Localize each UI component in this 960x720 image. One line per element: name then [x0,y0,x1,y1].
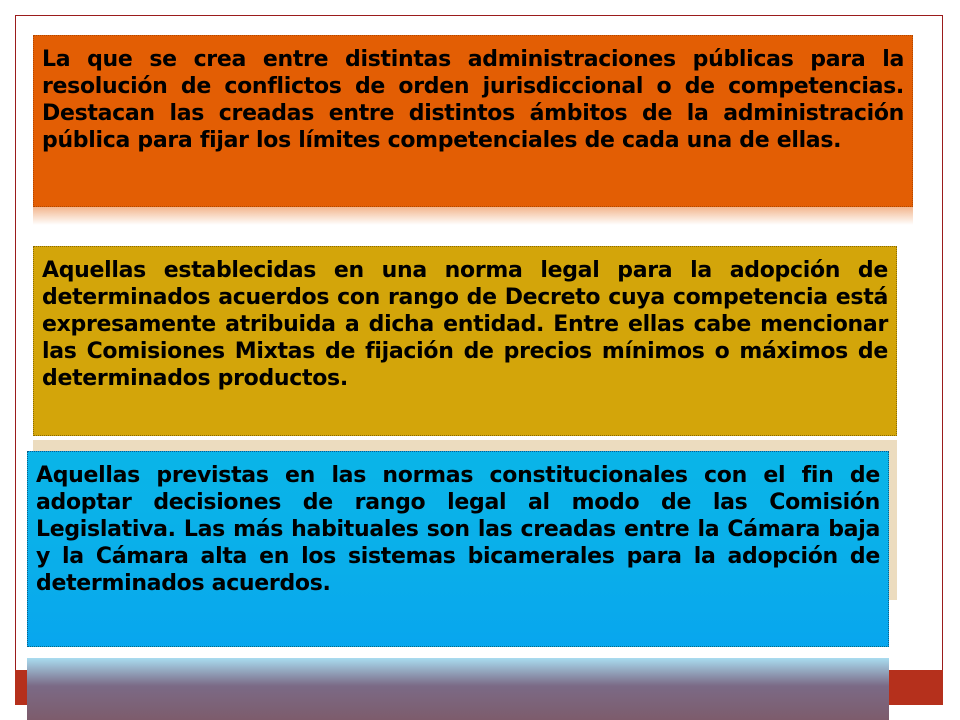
panel-gold [33,246,897,436]
panel-blue [27,451,889,647]
panel-blue-text: Aquellas previstas en las normas constitucionales con el fin de adoptar decisiones de rango legal al modo de las Comisión Legislativa. Las más habituales son las creadas entre la Cámara baja y la Cámara alta en los sistemas bicamerales para la adopción de determinados acuerdos. [36,463,880,596]
panel-orange-text: La que se crea entre distintas administraciones públicas para la resolución de conflictos de orden jurisdiccional o de competencias. Destacan las creadas entre distintos ámbitos de la administración pública para fijar los límites competenciales de cada una de ellas. [42,47,904,153]
panel-orange [33,35,913,207]
panel-gold-text: Aquellas establecidas en una norma legal para la adopción de determinados acuerdos con rango de Decreto cuya competencia está expresamente atribuida a dicha entidad. Entre ellas cabe mencionar las Comisiones Mixtas de fijación de precios mínimos o máximos de determinados productos. [42,258,888,391]
panel-bottom-gradient [27,658,889,720]
panel-orange-reflection [33,207,913,225]
